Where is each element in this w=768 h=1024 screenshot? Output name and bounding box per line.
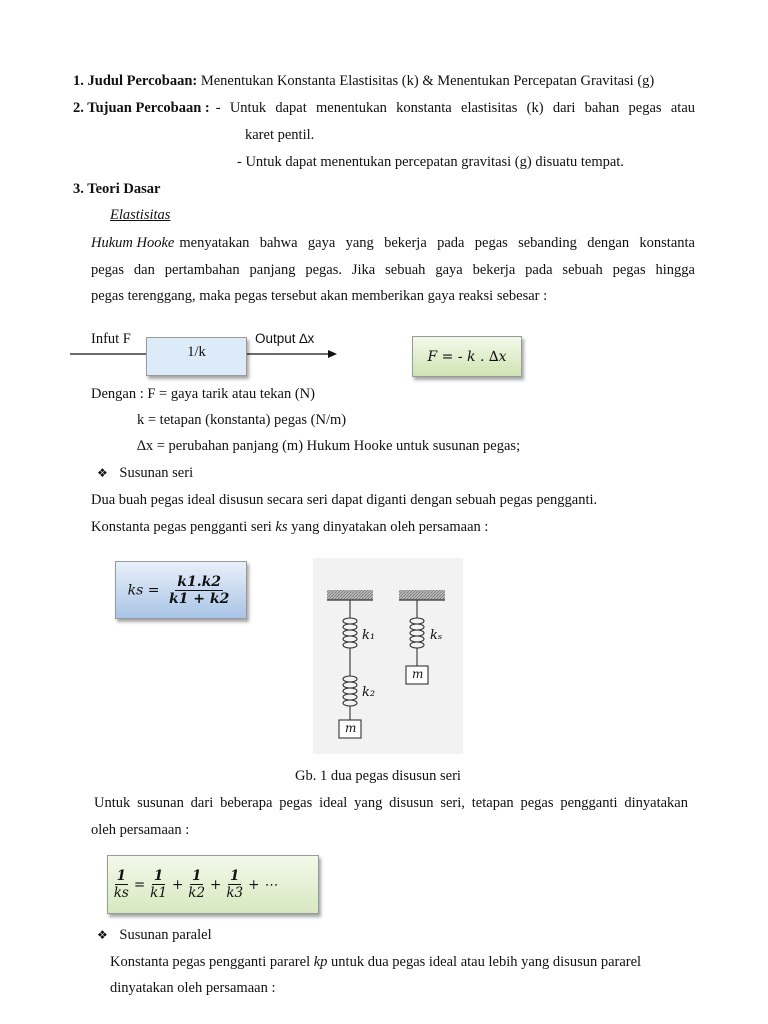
frac-1-k2: $\frac{1}{k2}$ xyxy=(188,868,206,901)
seri-heading-row xyxy=(97,465,193,482)
hooke-text-1: menyatakan bahwa gaya yang bekerja pada pegas sebanding dengan konstanta xyxy=(179,235,695,251)
series-sum-formula-box xyxy=(107,855,319,914)
paralel-heading: Susunan paralel xyxy=(119,927,212,943)
label-ks: kₛ xyxy=(430,628,443,643)
ks-denominator: k1 + k2 xyxy=(168,590,230,607)
spring-k2 xyxy=(343,676,357,706)
paralel-heading-row xyxy=(97,927,212,944)
seri-bullet-icon: ❖ xyxy=(97,466,108,480)
ks-formula-box xyxy=(115,561,247,619)
label-k1: k₁ xyxy=(362,628,376,643)
ks-numerator: k1.k2 xyxy=(177,573,222,590)
hooke-text-3: pegas terenggang, maka pegas tersebut akan memberikan gaya reaksi sebesar : xyxy=(91,288,548,304)
spring-figure xyxy=(313,558,463,754)
spring-k1 xyxy=(343,618,357,648)
hooke-line-1 xyxy=(91,235,695,252)
spring-ks xyxy=(410,618,424,648)
hooke-formula-box xyxy=(412,336,522,377)
tujuan-line-1 xyxy=(73,100,695,117)
tujuan-text-2: karet pentil. xyxy=(245,127,315,143)
seri-line-1: Dua buah pegas ideal disusun secara seri dapat diganti dengan sebuah pegas pengganti. xyxy=(91,492,598,508)
ks-fraction xyxy=(167,574,231,607)
label-k2: k₂ xyxy=(362,685,376,700)
ks-formula-lhs: ks = xyxy=(127,582,160,598)
seri-heading: Susunan seri xyxy=(119,465,194,481)
judul-label: 1. Judul Percobaan: xyxy=(73,73,198,89)
input-label: Infut F xyxy=(91,331,131,347)
tujuan-label: 2. Tujuan Percobaan : xyxy=(73,100,210,116)
seri-line-2 xyxy=(91,519,488,536)
frac-1-k1: $\frac{1}{k1}$ xyxy=(150,868,167,901)
dengan-line-3: ∆x = perubahan panjang (m) Hukum Hooke untuk susunan pegas; xyxy=(137,438,521,454)
spring-drawing xyxy=(313,558,463,754)
paralel-line-1-pre: Konstanta pegas pengganti pararel xyxy=(110,954,311,970)
tujuan-text-1: - Untuk dapat menentukan konstanta elastisitas (k) dari bahan pegas atau xyxy=(215,100,695,116)
paralel-line-1 xyxy=(110,954,641,971)
ks-formula xyxy=(128,574,235,607)
elastisitas-heading: Elastisitas xyxy=(110,207,171,223)
tujuan-text-3: - Untuk dapat menentukan percepatan gravitasi (g) disuatu tempat. xyxy=(237,154,624,170)
label-m-left: m xyxy=(345,721,357,735)
hooke-text-2: pegas dan pertambahan panjang pegas. Jika sebuah gaya bekerja pada sebuah pegas hingga xyxy=(91,262,695,278)
ceiling-left xyxy=(327,590,373,600)
transfer-box-label: 1/k xyxy=(187,344,206,360)
series-sum-formula: $\frac{1}{ks}$ = $\frac{1}{k1}$ + $\frac{1}{k2}$ + $\frac{1}{k3}$ + ⋯ xyxy=(113,868,278,901)
paralel-line-1-post: untuk dua pegas ideal atau lebih yang disusun pararel xyxy=(331,954,642,970)
seri-para-line-1: Untuk susunan dari beberapa pegas ideal yang disusun seri, tetapan pegas pengganti dinyatakan xyxy=(94,795,688,811)
judul-text: Menentukan Konstanta Elastisitas (k) & Menentukan Percepatan Gravitasi (g) xyxy=(200,73,655,89)
seri-para-line-2: oleh persamaan : xyxy=(91,822,190,838)
teori-heading: 3. Teori Dasar xyxy=(73,181,161,197)
frac-1-k3: $\frac{1}{k3}$ xyxy=(226,868,244,901)
judul-line xyxy=(73,73,654,90)
label-m-right: m xyxy=(412,667,424,681)
dengan-line-1: Dengan : F = gaya tarik atau tekan (N) xyxy=(91,386,315,402)
seri-line-2-pre: Konstanta pegas pengganti seri xyxy=(91,519,272,535)
seri-line-2-post: yang dinyatakan oleh persamaan : xyxy=(291,519,489,535)
hooke-term: Hukum Hooke xyxy=(91,235,175,251)
output-label: Output ∆x xyxy=(255,331,315,346)
hooke-formula: F = - k . ∆x xyxy=(427,348,507,365)
frac-1-ks: $\frac{1}{ks}$ xyxy=(113,868,129,901)
ceiling-right xyxy=(399,590,445,600)
dengan-line-2: k = tetapan (konstanta) pegas (N/m) xyxy=(137,412,347,428)
transfer-box xyxy=(146,337,247,376)
paralel-line-1-var: kp xyxy=(313,954,328,970)
figure-caption: Gb. 1 dua pegas disusun seri xyxy=(295,768,461,784)
paralel-bullet-icon: ❖ xyxy=(97,928,108,942)
paralel-line-2: dinyatakan oleh persamaan : xyxy=(110,980,276,996)
output-arrow-head xyxy=(328,350,337,358)
seri-line-2-var: ks xyxy=(275,519,288,535)
